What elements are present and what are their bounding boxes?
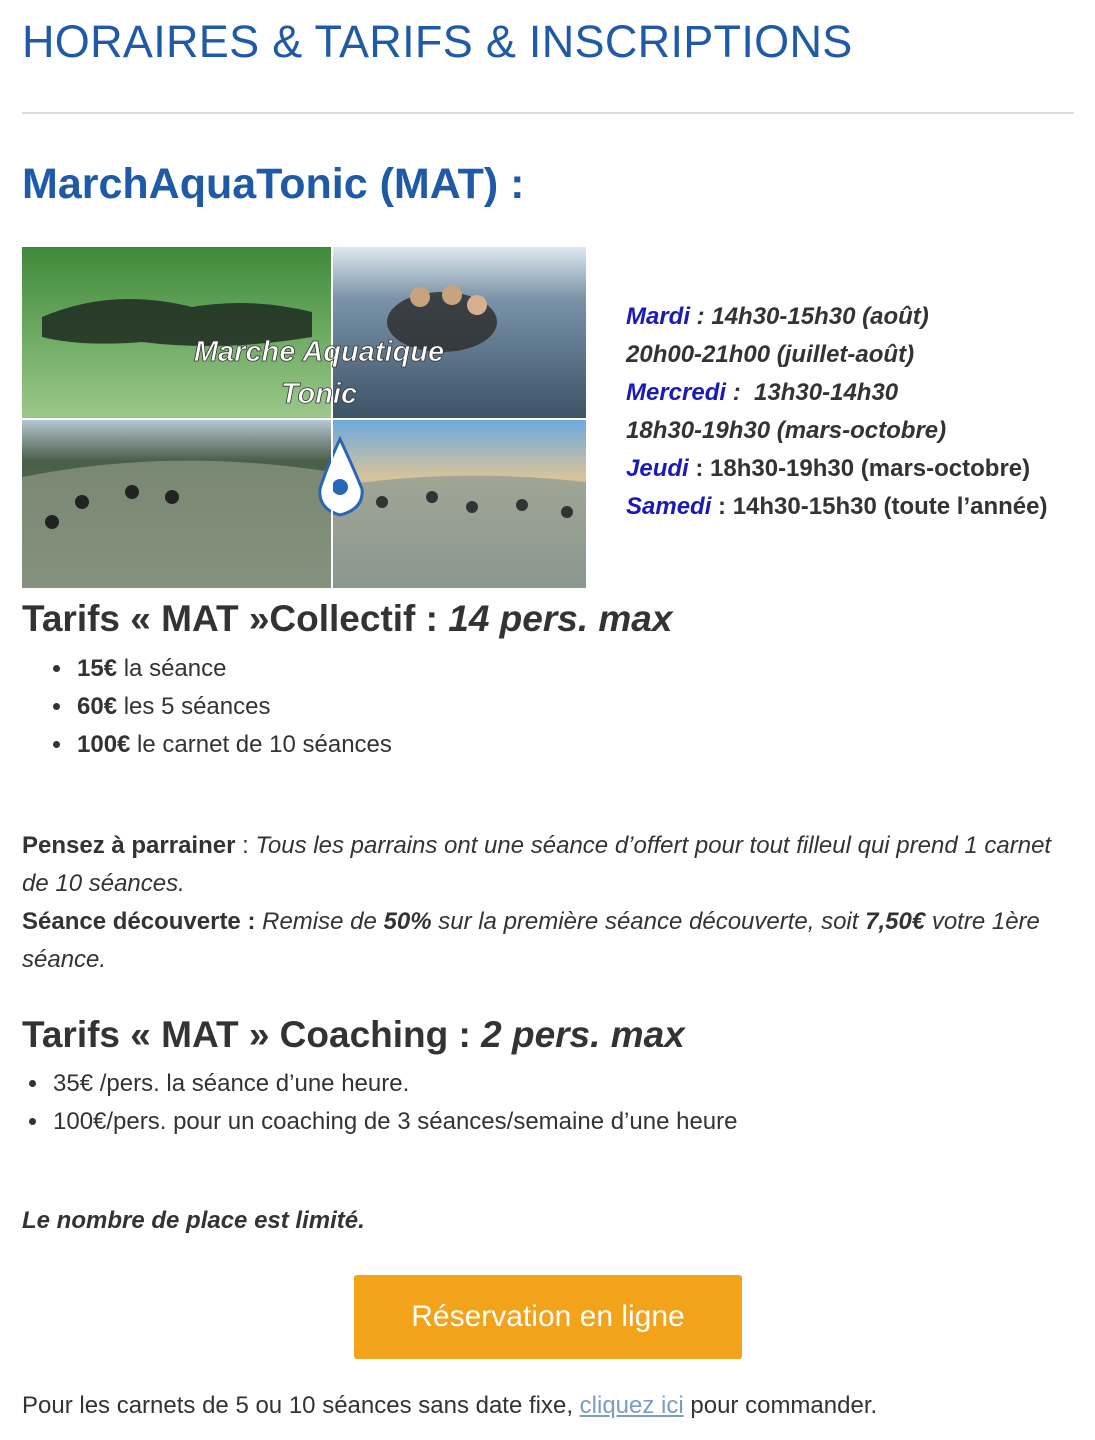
limited-notice: Le nombre de place est limité. bbox=[22, 1207, 365, 1234]
schedule-row bbox=[626, 450, 1047, 488]
schedule-row bbox=[626, 298, 1047, 336]
schedule-hours: 14h30-15h30 (toute l’année) bbox=[732, 493, 1048, 520]
price: 60€ bbox=[77, 693, 118, 720]
decouverte-text-3: votre 1ère séance. bbox=[22, 908, 1040, 973]
list-item bbox=[74, 688, 392, 726]
footer-text-after: pour commander. bbox=[683, 1392, 878, 1419]
schedule-hours: 18h30-19h30 (mars-octobre) bbox=[626, 417, 947, 444]
hero-overlay-line1: Marche Aquatique bbox=[193, 336, 445, 368]
hero-image bbox=[22, 247, 586, 588]
decouverte-percent: 50% bbox=[383, 908, 432, 935]
parrainage-text: Tous les parrains ont une séance d’offert pour tout filleul qui prend 1 carnet de 10 séances. bbox=[22, 832, 1052, 897]
online-booking-button[interactable]: Réservation en ligne bbox=[354, 1275, 742, 1359]
parrainage-paragraph bbox=[22, 827, 1072, 903]
schedule-hours: 14h30-15h30 (août) bbox=[711, 303, 929, 330]
price-text: les 5 séances bbox=[117, 693, 271, 720]
schedule-row bbox=[626, 336, 1047, 374]
decouverte-paragraph bbox=[22, 903, 1072, 979]
decouverte-text-1: Remise de bbox=[255, 908, 384, 935]
schedule-hours: 20h00-21h00 (juillet-août) bbox=[626, 341, 915, 368]
parrainage-label: Pensez à parrainer bbox=[22, 832, 236, 859]
collectif-heading-text: Tarifs « MAT »Collectif : bbox=[22, 598, 449, 639]
list-item: • 100€/pers. pour un coaching de 3 séances/semaine d’une heure bbox=[50, 1103, 737, 1141]
footer-text bbox=[22, 1392, 877, 1420]
schedule-day: Samedi bbox=[626, 493, 712, 520]
coaching-heading-text: Tarifs « MAT » Coaching : bbox=[22, 1014, 482, 1055]
schedule-row bbox=[626, 488, 1047, 526]
list-item bbox=[74, 650, 392, 688]
separator: : bbox=[690, 303, 712, 330]
decouverte-text-2: sur la première séance découverte, soit bbox=[431, 908, 866, 935]
collectif-max: 14 pers. max bbox=[448, 598, 673, 639]
price: 15€ bbox=[77, 655, 118, 682]
coaching-heading bbox=[22, 1014, 685, 1056]
divider bbox=[22, 112, 1074, 114]
price-text: la séance bbox=[117, 655, 227, 682]
separator: : bbox=[711, 493, 733, 520]
collectif-price-list bbox=[74, 650, 392, 764]
coaching-max: 2 pers. max bbox=[481, 1014, 685, 1055]
separator: : bbox=[688, 455, 711, 482]
footer-text-before: Pour les carnets de 5 ou 10 séances sans date fixe, bbox=[22, 1392, 580, 1419]
collectif-heading bbox=[22, 598, 672, 640]
schedule-hours: 18h30-19h30 (mars-octobre) bbox=[710, 455, 1031, 482]
hero-overlay-line2: Tonic bbox=[280, 378, 358, 410]
page-title: HORAIRES & TARIFS & INSCRIPTIONS bbox=[22, 16, 853, 67]
schedule-day: Mercredi bbox=[626, 379, 727, 406]
decouverte-label: Séance découverte : bbox=[22, 908, 256, 935]
schedule-day: Mardi bbox=[626, 303, 691, 330]
list-item: • 35€ /pers. la séance d’une heure. bbox=[50, 1065, 737, 1103]
schedule-row bbox=[626, 412, 1047, 450]
price-text: le carnet de 10 séances bbox=[130, 731, 392, 758]
order-link[interactable]: cliquez ici bbox=[579, 1392, 684, 1419]
schedule-row bbox=[626, 374, 1047, 412]
decouverte-price: 7,50€ bbox=[865, 908, 926, 935]
separator: : bbox=[726, 379, 755, 406]
list-item bbox=[74, 726, 392, 764]
section-title: MarchAquaTonic (MAT) : bbox=[22, 160, 525, 208]
coaching-price-list bbox=[50, 1065, 737, 1141]
separator: : bbox=[235, 832, 256, 859]
price: 100€ bbox=[77, 731, 131, 758]
schedule-list bbox=[626, 298, 1047, 526]
schedule-day: Jeudi bbox=[626, 455, 689, 482]
schedule-hours: 13h30-14h30 bbox=[754, 379, 899, 406]
